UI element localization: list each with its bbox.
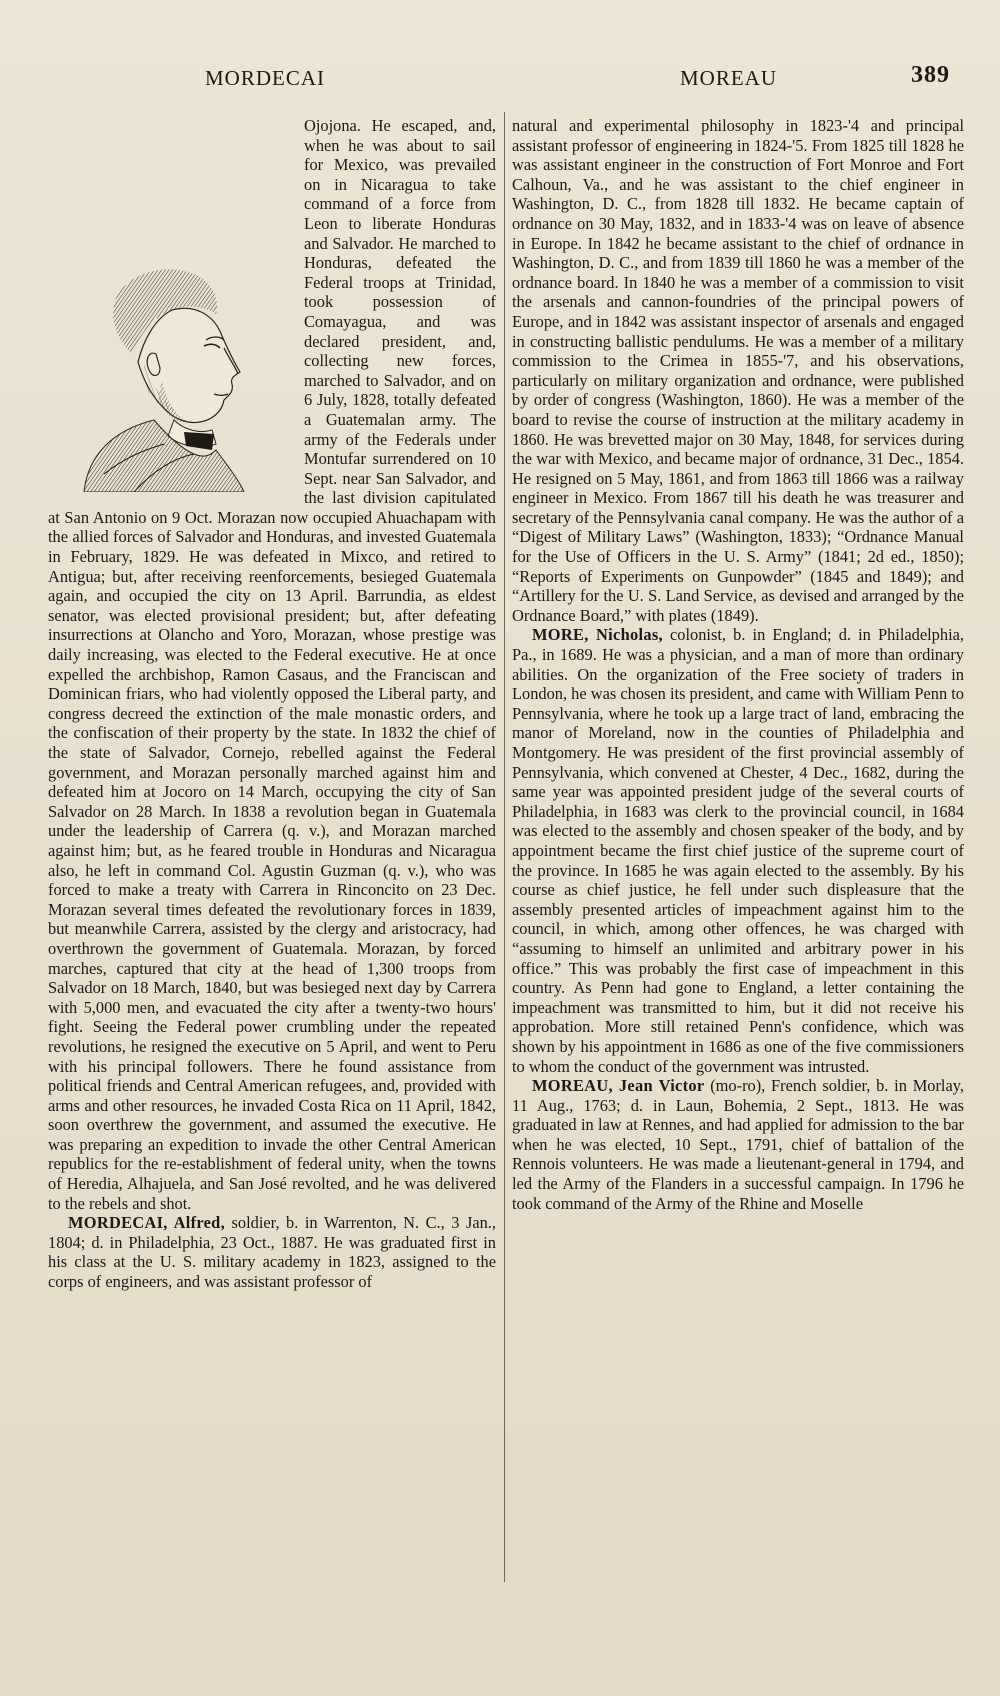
entry-more-text: colonist, b. in England; d. in Philadelphia, Pa., in 1689. He was a physician, and a man of more than ordinary abilities. On the organization of the Free society of traders in London, he was chosen its president, and came with William Penn to Pennsylvania, where he took up a large tract of land, embracing the manor of Moreland, now in the counties of Philadelphia and Montgomery. He was president of the first provincial assembly of Pennsylvania, which convened at Chester, 4 Dec., 1682, during the same year was appointed president judge of the several courts of Philadelphia, in 1683 was clerk to the provincial council, in 1684 was elected to the assembly and chosen speaker of the body, and by appointment became the first chief justice of the supreme court of the province. In 1685 he was again elected to the assembly. By his course as chief justice, he fell under such displeasure that the assembly presented articles of impeachment against him to the council, in which, among other offences, he was charged with “assuming to himself an unlimited and arbitrary power in his office.” This was probably the first case of impeachment in this country. As Penn had gone to England, a letter containing the impeachment was transmitted to him, but it did not receive his approbation. More still retained Penn's confidence, which was shown by his appointment in 1686 as one of the five commissioners to whom the conduct of the government was intrusted. [512, 625, 964, 1076]
entry-more [512, 625, 964, 1076]
page-number: 389 [911, 62, 950, 88]
entry-mordecai-text: soldier, b. in Warrenton, N. C., 3 Jan., 1804; d. in Philadelphia, 23 Oct., 1887. He was graduated first in his class at the U. S. military academy in 1823, assigned to the corps of engineers, and was assistant professor of [48, 1213, 496, 1292]
running-head-right: MOREAU [680, 66, 778, 90]
entry-moreau-text: (mo-ro), French soldier, b. in Morlay, 11 Aug., 1763; d. in Laun, Bohemia, 2 Sept., 1813. He was graduated in law at Rennes, and had applied for admission to the bar when he was elected, 10 Sept., 1791, chief of battalion of the Rennois volunteers. He was made a lieutenant-general in 1794, and led the Army of the Flanders in a successful campaign. In 1796 he took command of the Army of the Rhine and Moselle [512, 1076, 964, 1213]
headword-more: MORE, Nicholas, [532, 625, 663, 645]
running-head-left: MORDECAI [205, 66, 326, 90]
entry-mordecai [48, 1213, 496, 1291]
running-head [50, 58, 950, 98]
headword-mordecai: MORDECAI, Alfred, [68, 1213, 225, 1233]
right-column [512, 116, 964, 1213]
column-divider [504, 112, 505, 1582]
portrait-engraving [44, 244, 296, 492]
headword-moreau: MOREAU, Jean Victor [532, 1076, 705, 1096]
left-column [48, 116, 496, 1292]
article-text-mordecai-continued: natural and experimental philosophy in 1823-'4 and principal assistant professor of engineering in 1824-'5. From 1825 till 1828 he was assistant engineer in the construction of Fort Monroe and Fort Calhoun, Va., and he was assistant to the chief engineer in Washington, D. C., from 1828 till 1832. He became captain of ordnance on 30 May, 1832, and in 1833-'4 was on leave of absence in Europe. In 1842 he became assistant to the chief of ordnance in Washington, D. C., and from 1839 till 1860 he was a member of the ordnance board. In 1840 he was a member of a commission to visit the arsenals and cannon-foundries of the principal powers of Europe, and in 1842 was assistant inspector of arsenals and engaged in constructing ballistic pendulums. He was a member of a military commission to the Crimea in 1855-'7, and his observations, particularly on military organization and ordnance, were published by order of congress (Washington, 1860). He was a member of the board to revise the course of instruction at the military academy in 1860. He was brevetted major on 30 May, 1848, for services during the war with Mexico, and became major of ordnance, 31 Dec., 1854. He resigned on 5 May, 1861, and from 1863 till 1866 was a railway engineer in Mexico. From 1867 till his death he was treasurer and secretary of the Pennsylvania canal company. He was the author of a “Digest of Military Laws” (Washington, 1833); “Ordnance Manual for the Use of Officers in the U. S. Army” (1841; 2d ed., 1850); “Reports of Experiments on Gunpowder” (1845 and 1849); and “Artillery for the U. S. Land Service, as devised and arranged by the Ordnance Board,” with plates (1849). [512, 116, 964, 625]
entry-moreau [512, 1076, 964, 1213]
article-text-morazan: Ojojona. He escaped, and, when he was about to sail for Mexico, was prevailed on in Nicaragua to take command of a force from Leon to liberate Honduras and Salvador. He marched to Honduras, defeated the Federal troops at Trinidad, took possession of Comayagua, and was declared president, and, collecting new forces, marched to Salvador, and on 6 July, 1828, totally defeated a Guatemalan army. The army of the Federals under Montufar surrendered on 10 Sept. near San Salvador, and the last division capitulated at San Antonio on 9 Oct. Morazan now occupied Ahuachapam with the allied forces of Salvador and Honduras, and invested Guatemala in February, 1829. He was defeated in Mixco, and retired to Antigua; but, after receiving reenforcements, besieged Guatemala again, and occupied the city on 13 April. Barrundia, as eldest senator, was elected provisional president; but, after defeating insurrections at Olancho and Yoro, Morazan, whose prestige was daily increasing, was elected to the Federal executive. He at once expelled the archbishop, Ramon Casaus, and the Franciscan and Dominican friars, who had violently opposed the Liberal party, and congress decreed the extinction of the male monastic orders, and the confiscation of their property by the state. In 1832 the chief of the state of Salvador, Cornejo, rebelled against the Federal government, and Morazan personally marched against him and defeated him at Jocoro on 14 March, occupying the city of San Salvador on 28 March. In 1838 a revolution began in Guatemala under the leadership of Carrera (q. v.), and Morazan marched against him; but, as he feared trouble in Honduras and Nicaragua also, he left in command Col. Agustin Guzman (q. v.), who was forced to make a treaty with Carrera in Rinconcito on 23 Dec. Morazan several times defeated the revolutionary forces in 1839, but meanwhile Carrera, assisted by the clergy and aristocracy, had overthrown the government of Guatemala. Morazan, by forced marches, captured that city at the head of 1,300 troops from Salvador on 18 March, 1840, but was besieged next day by Carrera with 5,000 men, and evacuated the city after a twenty-two hours' fight. Seeing the Federal power crumbling under the repeated revolutions, he resigned the executive on 5 April, and went to Peru with his principal followers. There he found assistance from political friends and Central American refugees, and, provided with arms and other resources, he invaded Costa Rica on 11 April, 1842, soon overthrew the government, and assumed the executive. He was preparing an expedition to invade the other Central American republics for the re-establishment of federal unity, when the towns of Heredia, Alhajuela, and San José revolted, and he was delivered to the rebels and shot. [48, 116, 496, 1213]
